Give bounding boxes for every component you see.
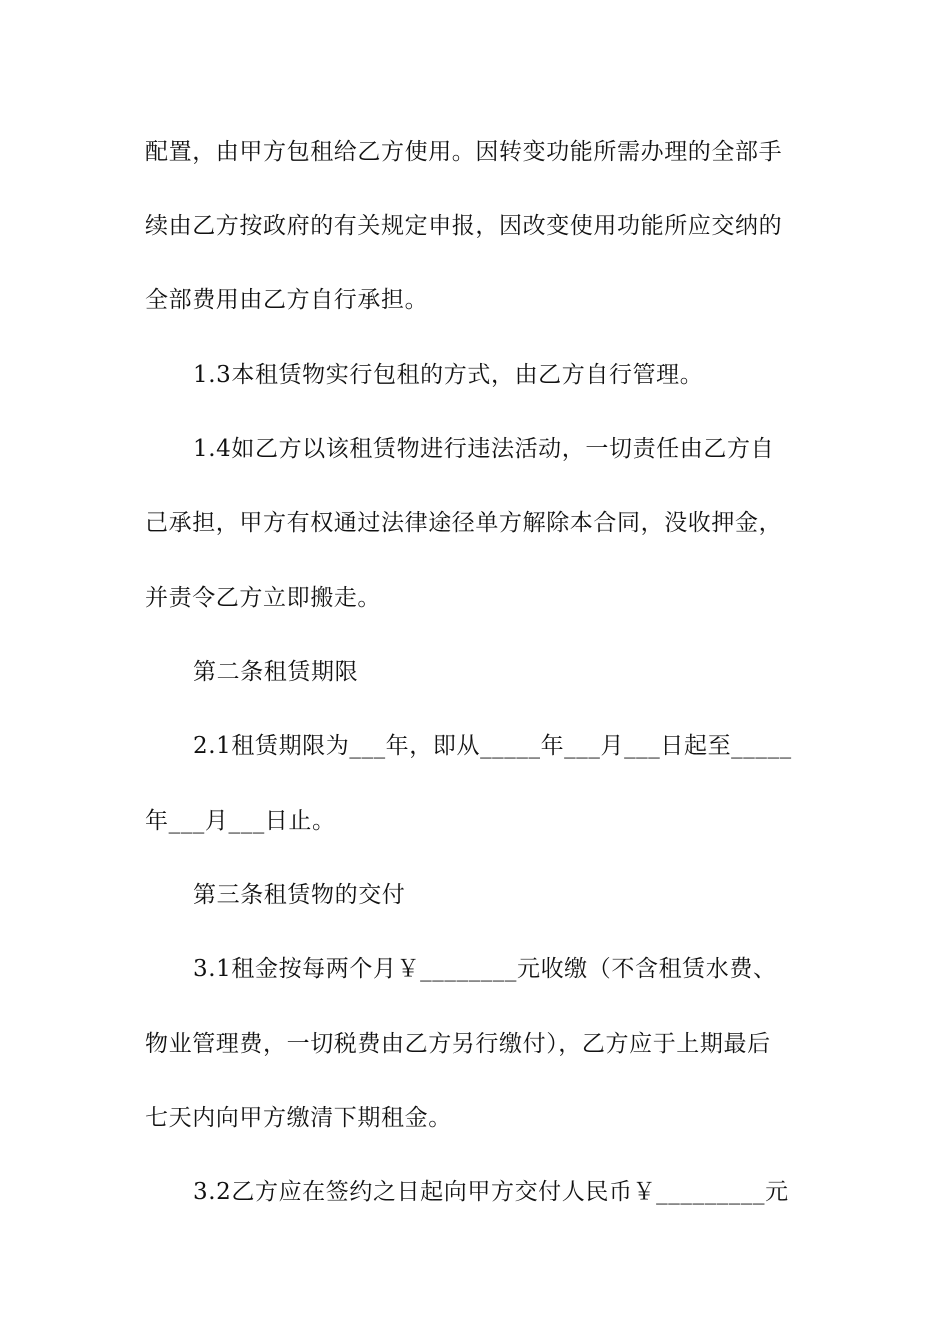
paragraph-line: 全部费用由乙方自行承担。 [145,287,429,313]
section-heading: 第三条租赁物的交付 [193,882,406,908]
paragraph-line: 续由乙方按政府的有关规定申报，因改变使用功能所应交纳的 [145,213,783,239]
paragraph-line: 七天内向甲方缴清下期租金。 [145,1105,452,1131]
clause-line: 1.3本租赁物实行包租的方式，由乙方自行管理。 [193,362,704,388]
paragraph-line: 并责令乙方立即搬走。 [145,585,381,611]
paragraph-line: 物业管理费，一切税费由乙方另行缴付），乙方应于上期最后 [145,1031,771,1057]
clause-line: 2.1租赁期限为___年，即从_____年___月___日起至_____ [193,733,792,759]
paragraph-line: 己承担，甲方有权通过法律途径单方解除本合同，没收押金， [145,510,783,536]
paragraph-line: 配置，由甲方包租给乙方使用。因转变功能所需办理的全部手 [145,139,783,165]
clause-line: 1.4如乙方以该租赁物进行违法活动，一切责任由乙方自 [193,436,775,462]
paragraph-line: 年___月___日止。 [145,808,336,834]
clause-line: 3.1租金按每两个月￥________元收缴（不含租赁水费、 [193,956,777,982]
section-heading: 第二条租赁期限 [193,659,359,685]
clause-line: 3.2乙方应在签约之日起向甲方交付人民币￥_________元 [193,1179,789,1205]
